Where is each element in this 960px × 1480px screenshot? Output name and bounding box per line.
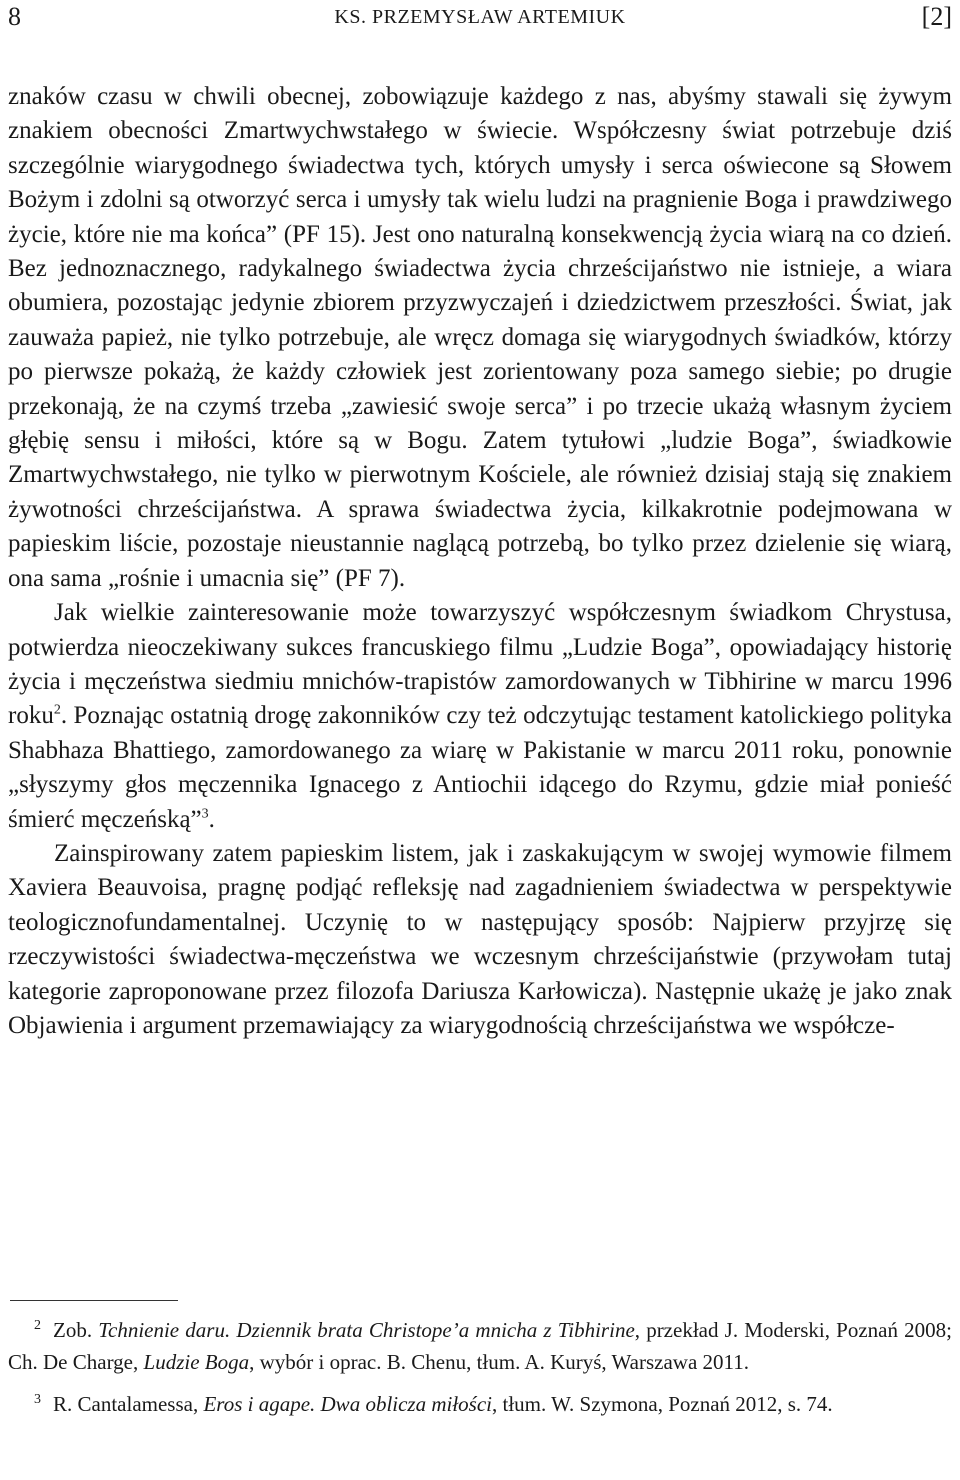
- footnote-separator: [10, 1300, 178, 1301]
- running-title: KS. PRZEMYSŁAW ARTEMIUK: [334, 6, 626, 28]
- footnote-italic-title: Ludzie Boga: [143, 1350, 250, 1374]
- footnote-text: Zob.: [53, 1318, 99, 1342]
- footnote-italic-title: Tchnienie daru. Dziennik brata Christope’a mnicha z Tibhirine: [98, 1318, 635, 1342]
- footnote-ref-2[interactable]: 2: [53, 702, 61, 718]
- paragraph-1: znaków czasu w chwili obecnej, zobowiązuje każdego z nas, abyśmy stawali się żywym znakiem obecności Zmartwychwstałego w świecie. Współczesny świat potrzebuje dziś szczególnie wiarygodnego świadectwa tych, których umysły i serca oświecone są Słowem Bożym i zdolni są otworzyć serca i umysły tak wielu ludzi na pragnienie Boga i prawdziwego życie, które nie ma końca” (PF 15). Jest ono naturalną konsekwencją życia wiarą na co dzień. Bez jednoznacznego, radykalnego świadectwa życia chrześcijaństwo nie istnieje, a wiara obumiera, pozostając jedynie zbiorem przyzwyczajeń i dziedzictwem przeszłości. Świat, jak zauważa papież, nie tylko potrzebuje, ale wręcz domaga się wiarygodnych świadków, którzy po pierwsze pokażą, że każdy człowiek jest zorientowany poza samego siebie; po drugie przekonają, że na czymś trzeba „zawiesić swoje serca” i po trzecie ukażą własnym życiem głębię sensu i miłości, które są w Bogu. Zatem tytułowi „ludzie Boga”, świadkowie Zmartwychwstałego, nie tylko w pierwotnym Kościele, ale również dzisiaj stają się znakiem żywotności chrześcijaństwa. A sprawa świadectwa życia, kilkakrotnie podejmowana w papieskim liście, pozostaje nieustannie naglącą potrzebą, bo tylko przez dzielenie się wiarą, ona sama „rośnie i umacnia się” (PF 7).: [8, 83, 952, 592]
- book-page: [8, 0, 952, 1480]
- paragraph-2-text-c: .: [208, 805, 215, 833]
- footnote-text: , tłum. W. Szymona, Poznań 2012, s. 74.: [492, 1392, 833, 1416]
- page-number: 8: [8, 2, 21, 31]
- main-text: [8, 80, 952, 1043]
- footnote-text: , wybór i oprac. B. Chenu, tłum. A. Kuryś, Warszawa 2011.: [249, 1350, 750, 1374]
- footnote-3: [8, 1384, 952, 1420]
- paragraph-2-text-a: Jak wielkie zainteresowanie może towarzyszyć współczesnym świadkom Chrystusa, potwierdza nieoczekiwany sukces francuskiego filmu „Ludzie Boga”, opowiadający historię życia i męczeństwa siedmiu mnichów-trapistów zamordowanych w Tibhirine w marcu 1996 roku: [8, 599, 952, 730]
- footnote-mark: 2: [34, 1318, 41, 1333]
- paragraph-2: [8, 596, 952, 837]
- running-header: [8, 2, 952, 38]
- footnote-2: [8, 1310, 952, 1378]
- footnote-text: R. Cantalamessa,: [53, 1392, 204, 1416]
- footnotes: [8, 1310, 952, 1426]
- paragraph-3: Zainspirowany zatem papieskim listem, jak i zaskakującym w swojej wymowie filmem Xaviera Beauvoisa, pragnę podjąć refleksję nad zagadnieniem świadectwa w perspektywie teologicznofundamentalnej. Uczynię to w następujący sposób: Najpierw przyjrzę się rzeczywistości świadectwa-męczeństwa we wczesnym chrześcijaństwie (przywołam tutaj kategorie zaproponowane przez filozofa Dariusza Karłowicza). Następnie ukażę je jako znak Objawienia i argument przemawiający za wiarygodnością chrześcijaństwa we współcze-: [8, 839, 952, 1039]
- footnote-mark: 3: [34, 1392, 41, 1407]
- footnote-text: , przekład J. Moderski, Poznań 2008; Ch. De Charge,: [8, 1318, 952, 1374]
- footnote-italic-title: Eros i agape. Dwa oblicza miłości: [203, 1392, 493, 1416]
- section-marker: [2]: [921, 2, 952, 31]
- footnote-ref-3[interactable]: 3: [201, 806, 209, 822]
- paragraph-2-text-b: . Poznając ostatnią drogę zakonników czy też odczytując testament katolickiego polityka Shabhaza Bhattiego, zamordowanego za wiarę w Pakistanie w marcu 2011 roku, ponownie „słyszymy głos męczennika Ignacego z Antiochii idącego do Rzymu, gdzie miał ponieść śmierć męczeńską”: [8, 702, 952, 833]
